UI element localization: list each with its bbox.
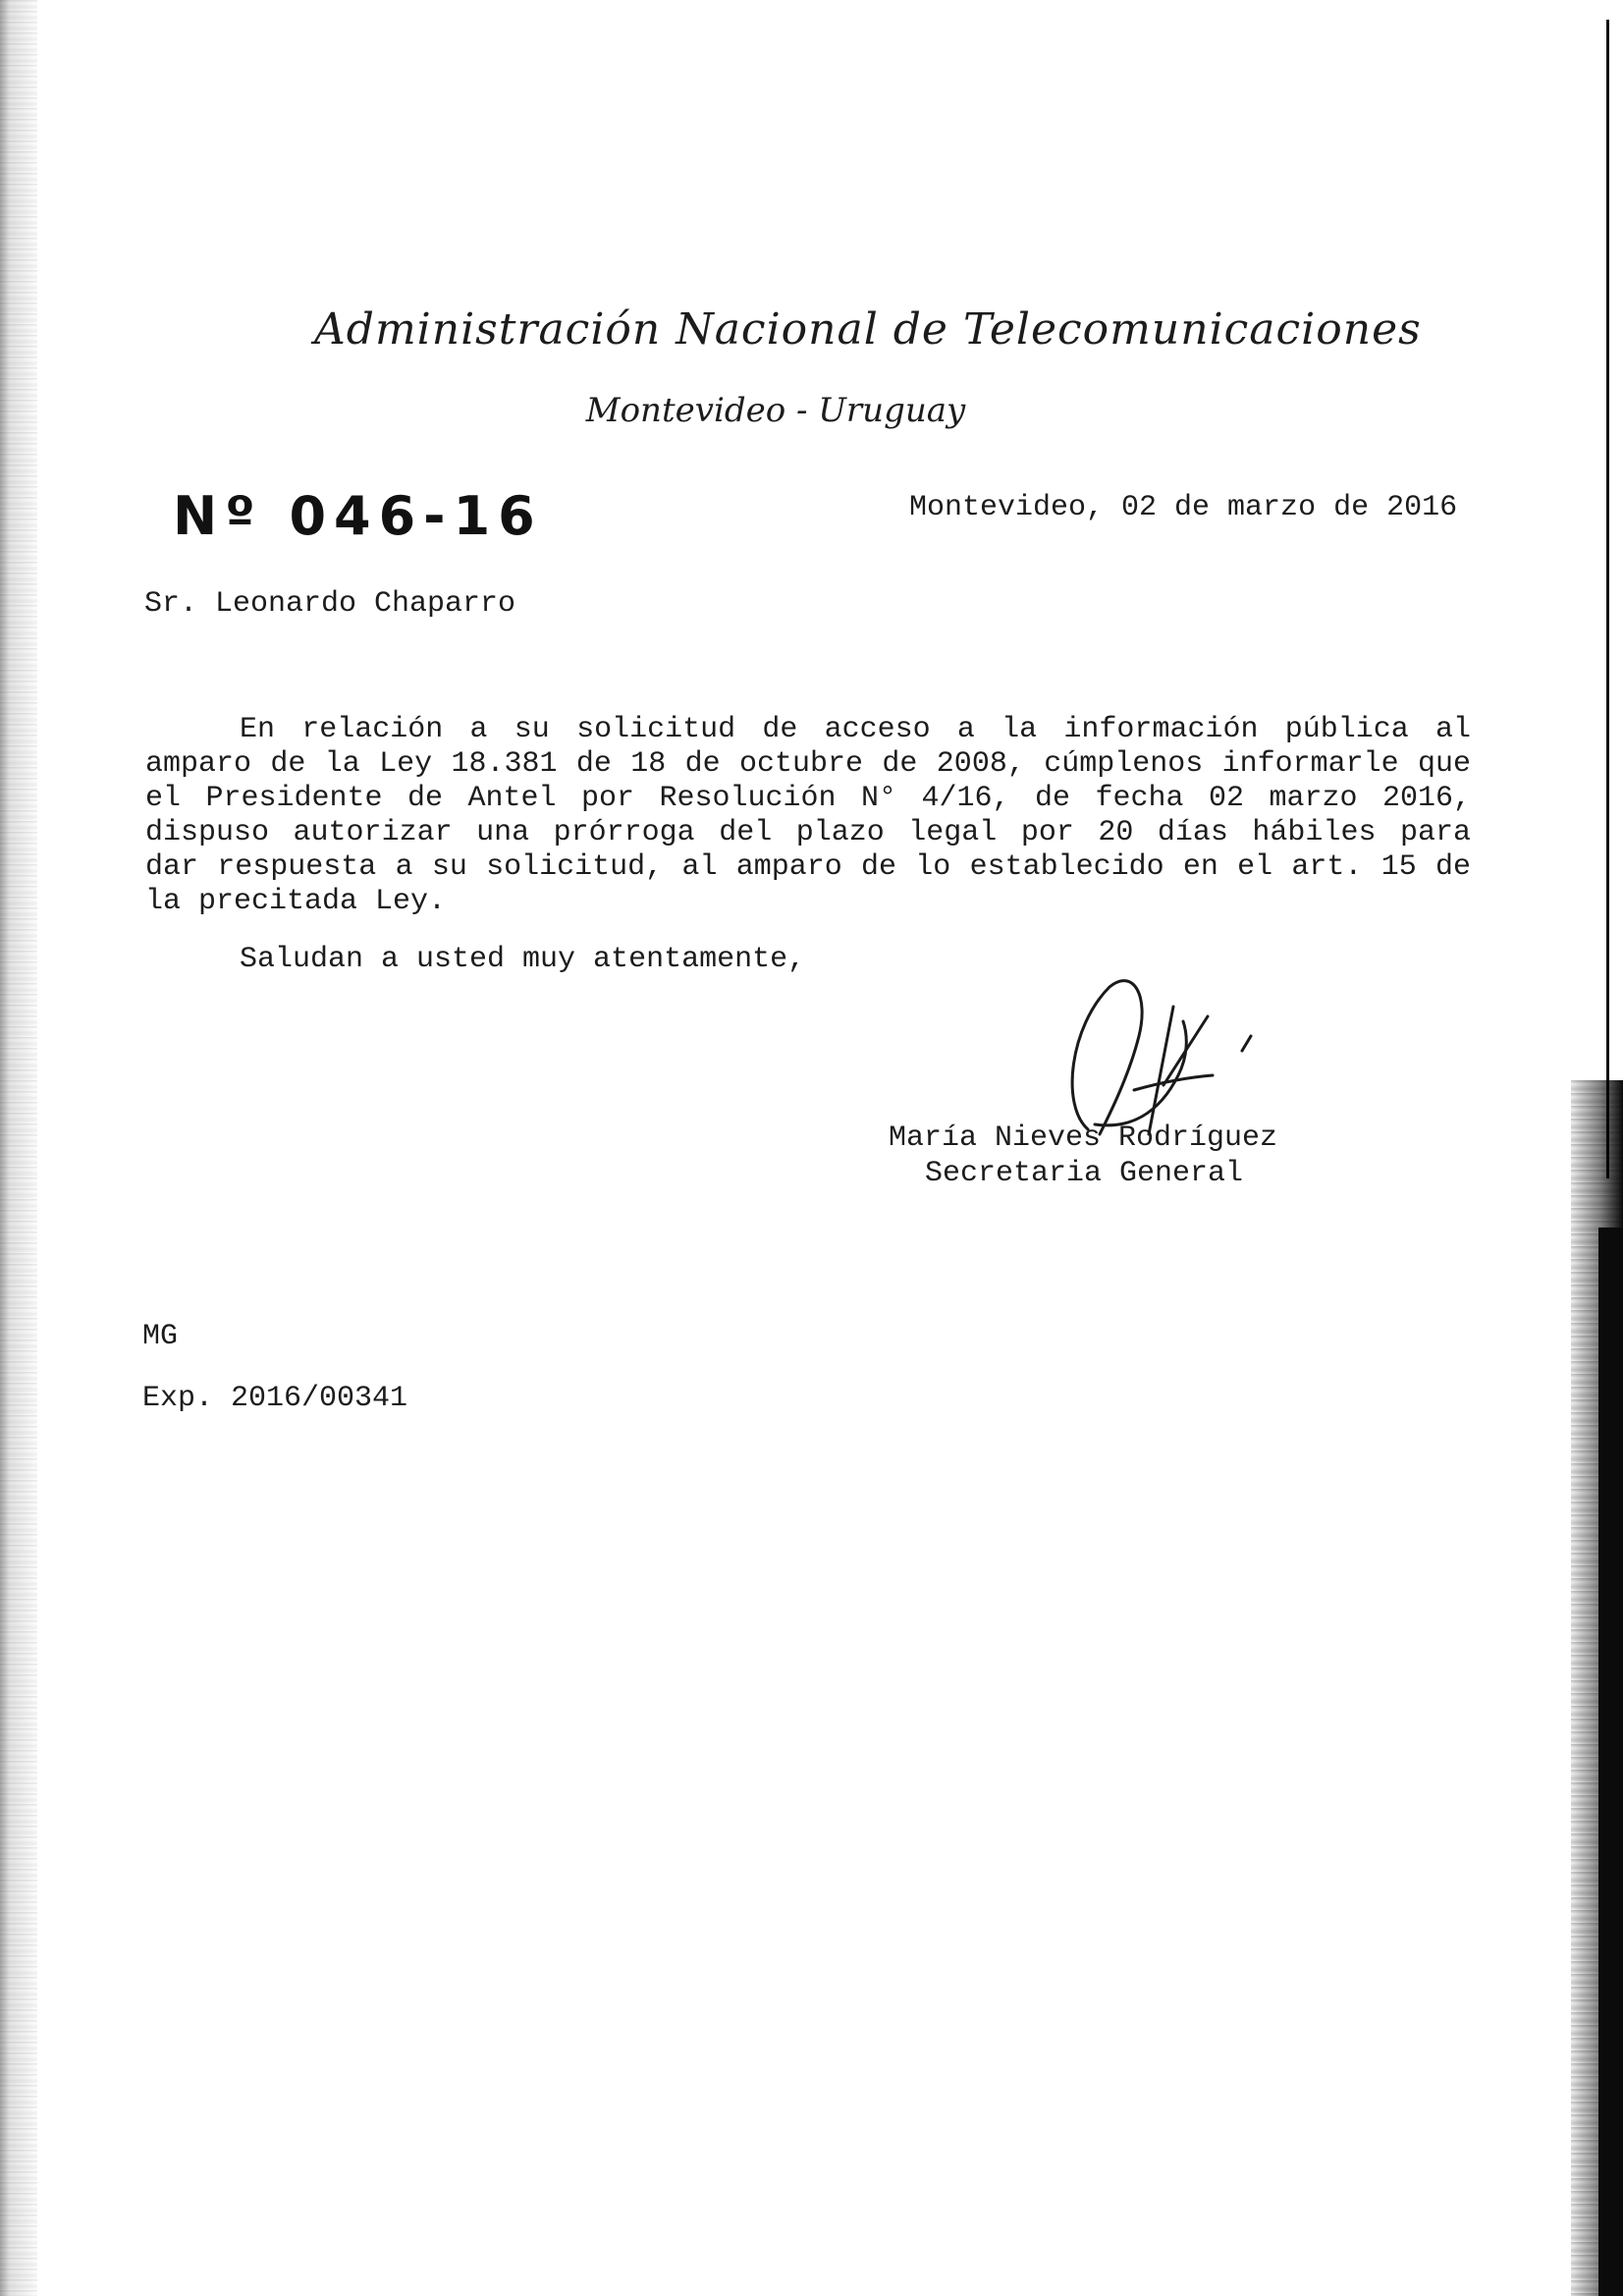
signer-title: Secretaria General: [925, 1157, 1244, 1190]
signer-name: María Nieves Rodríguez: [889, 1121, 1278, 1155]
initials: MG: [142, 1320, 179, 1353]
document-number: Nº 046-16: [173, 485, 543, 547]
letterhead-organization: Administración Nacional de Telecomunicaciones: [314, 304, 1422, 355]
letterhead-city: Montevideo - Uruguay: [585, 391, 966, 430]
letter-body: En relación a su solicitud de acceso a la información pública al amparo de la Ley 18.381 de 18 de octubre de 2008, cúmplenos informarle que el Presidente de Antel por Resolución N° 4/16, de fecha 02 marzo 2016, dispuso autorizar una prórroga del plazo legal por 20 días hábiles para dar respuesta a su solicitud, al amparo de lo establecido en el art. 15 de la precitada Ley.: [145, 713, 1471, 918]
handwritten-signature: [1041, 967, 1276, 1144]
document-date: Montevideo, 02 de marzo de 2016: [909, 491, 1458, 524]
scan-edge-right-dark: [1598, 1228, 1623, 2296]
file-reference: Exp. 2016/00341: [142, 1382, 408, 1415]
scan-edge-left: [0, 0, 37, 2296]
scan-edge-right-line: [1606, 20, 1609, 1178]
recipient: Sr. Leonardo Chaparro: [144, 587, 516, 621]
closing: Saludan a usted muy atentamente,: [240, 943, 806, 976]
